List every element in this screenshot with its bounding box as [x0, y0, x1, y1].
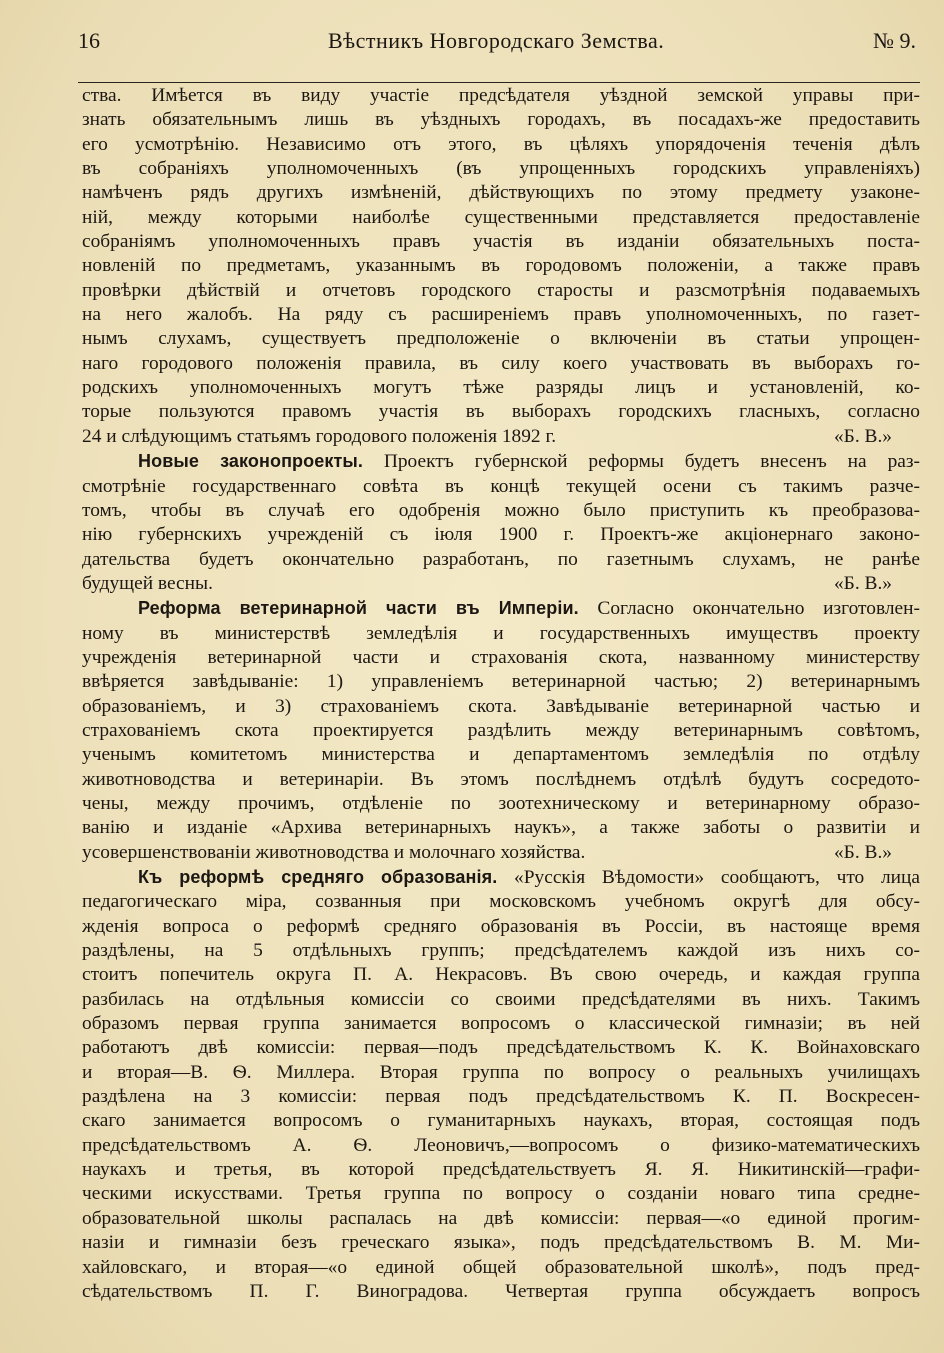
text-line: ній, между которыми наиболѣе существенными представляется предоставленіе	[82, 206, 920, 228]
text-line: нымъ слухамъ, существуетъ предположеніе о включеніи въ статьи упрощен-	[82, 328, 920, 350]
text-line: дательства будетъ окончательно разработанъ, по газетнымъ слухамъ, не ранѣе	[82, 548, 920, 570]
item-heading: Новые законопроекты.	[138, 451, 363, 472]
text-line: страхованіемъ скота проектируется раздѣлить между ветеринарнымъ совѣтомъ,	[82, 719, 920, 741]
text-line: ванію и изданіе «Архива ветеринарныхъ наукъ», а также заботы о развитіи и	[82, 817, 920, 839]
page-number: 16	[78, 28, 100, 53]
text-line: 24 и слѣдующимъ статьямъ городового положенія 1892 г.	[82, 425, 557, 447]
issue-number: № 9.	[873, 28, 916, 53]
item-text: Проектъ губернской реформы будетъ внесенъ на раз-	[383, 451, 920, 473]
news-item	[82, 449, 920, 596]
text-line: разбилась на отдѣльныя комиссіи со своими предсѣдателями въ нихъ. Такимъ	[82, 988, 920, 1010]
text-line: будущей весны.	[82, 572, 213, 594]
text-line: томъ, чтобы въ случаѣ его одобренія можно было приступить къ преобразова-	[82, 499, 920, 521]
last-line	[82, 572, 920, 596]
text-line: предсѣдательствомъ А. Ѳ. Леоновичъ,—вопросомъ о физико-математическихъ	[82, 1134, 920, 1156]
text-line: раздѣлена на 3 комиссіи: первая подъ предсѣдательствомъ К. П. Воскресен-	[82, 1086, 920, 1108]
text-line: хайловскаго, и вторая—«о единой общей образовательной школѣ», подъ пред-	[82, 1256, 920, 1278]
text-line: стоитъ попечитель округа П. А. Некрасовъ. Въ свою очередь, и каждая группа	[82, 964, 920, 986]
text-line: ства. Имѣется въ виду участіе предсѣдателя уѣздной земской управы при-	[82, 85, 920, 106]
text-line: наукахъ и третья, въ которой предсѣдательствуетъ Я. Я. Никитинскій—графи-	[82, 1159, 920, 1181]
news-item	[82, 865, 920, 1304]
text-line: наго городового положенія правила, въ силу коего участвовать въ выборахъ го-	[82, 352, 920, 374]
source-signature: «Б. В.»	[833, 572, 892, 594]
text-line: нію губернскихъ учрежденій съ іюля 1900 г. Проектъ-же акціонернаго законо-	[82, 524, 920, 546]
text-line: новленій по предметамъ, указаннымъ въ городовомъ положеніи, а также правъ	[82, 255, 920, 277]
item-text: Согласно окончательно изготовлен-	[597, 598, 920, 620]
source-signature: «Б. В.»	[833, 425, 892, 447]
text-line: собраніямъ уполномоченныхъ правъ участія въ изданіи обязательныхъ поста-	[82, 231, 920, 253]
item-first-line	[82, 865, 920, 890]
text-line: образомъ первая группа занимается вопросомъ о классической гимназіи; въ ней	[82, 1013, 920, 1035]
article-body	[82, 84, 920, 1304]
item-first-line	[82, 449, 920, 474]
text-line: смотрѣніе государственнаго совѣта въ концѣ текущей осени съ такимъ разче-	[82, 475, 920, 497]
text-line: чены, между прочимъ, отдѣленіе по зоотехническому и ветеринарному образо-	[82, 792, 920, 814]
text-line: образованіемъ, и 3) страхованіемъ скота. Завѣдываніе ветеринарной частью и	[82, 695, 920, 717]
text-line: педагогическаго міра, созванныя при московскомъ учебномъ округѣ для обсу-	[82, 891, 920, 913]
text-line: торые пользуются правомъ участія въ выборахъ городскихъ гласныхъ, согласно	[82, 401, 920, 423]
text-line: его усмотрѣнію. Независимо отъ этого, въ цѣляхъ упорядоченія теченія дѣлъ	[82, 133, 920, 155]
text-line: провѣрки дѣйствій и отчетовъ городского старосты и разсмотрѣнія подаваемыхъ	[82, 279, 920, 301]
text-line: ввѣряется завѣдываніе: 1) управленіемъ ветеринарной частью; 2) ветеринарнымъ	[82, 671, 920, 693]
last-line	[82, 425, 920, 449]
news-item	[82, 84, 920, 449]
text-line: намѣченъ рядъ другихъ измѣненій, дѣйствующихъ по этому предмету узаконе-	[82, 182, 920, 204]
source-signature: «Б. В.»	[833, 841, 892, 863]
text-line: ученымъ комитетомъ министерства и департаментомъ земледѣлія по отдѣлу	[82, 744, 920, 766]
text-line: работаютъ двѣ комиссіи: первая—подъ предсѣдательствомъ К. К. Войнаховскаго	[82, 1037, 920, 1059]
text-line: скаго занимается вопросомъ о гуманитарныхъ наукахъ, вторая, состоящая подъ	[82, 1110, 920, 1132]
journal-title: Вѣстникъ Новгородскаго Земства.	[328, 28, 665, 53]
item-text: «Русскія Вѣдомости» сообщаютъ, что лица	[514, 867, 920, 888]
news-item	[82, 596, 920, 865]
text-line: знать обязательнымъ лишь въ уѣздныхъ городахъ, въ посадахъ-же предоставить	[82, 109, 920, 131]
running-header	[78, 26, 920, 56]
text-line: въ собраніяхъ уполномоченныхъ (въ упрощенныхъ городскихъ управленіяхъ)	[82, 158, 920, 180]
text-line: ному въ министерствѣ земледѣлія и государственныхъ имуществъ проекту	[82, 622, 920, 644]
text-line: жденія вопроса о реформѣ средняго образованія въ Россіи, въ настояще время	[82, 915, 920, 937]
text-line: образовательной школы распалась на двѣ комиссіи: первая—«о единой прогим-	[82, 1207, 920, 1229]
text-line: сѣдательствомъ П. Г. Виноградова. Четвертая группа обсуждаетъ вопросъ	[82, 1280, 920, 1302]
last-line	[82, 841, 920, 865]
text-line: ческими искусствами. Третья группа по вопросу о созданіи новаго типа средне-	[82, 1183, 920, 1205]
text-line: раздѣлены, на 5 отдѣльныхъ группъ; предсѣдателемъ каждой изъ нихъ со-	[82, 940, 920, 962]
text-line: и вторая—В. Ѳ. Миллера. Вторая группа по вопросу о реальныхъ училищахъ	[82, 1061, 920, 1083]
item-heading: Реформа ветеринарной части въ Имперіи.	[138, 598, 579, 619]
text-line: на него жалобъ. На ряду съ расширеніемъ правъ уполномоченныхъ, по газет-	[82, 304, 920, 326]
item-heading: Къ реформѣ средняго образованія.	[138, 867, 498, 887]
text-line: усовершенствованіи животноводства и молочнаго хозяйства.	[82, 841, 586, 863]
text-line: учрежденія ветеринарной части и страхованія скота, названному министерству	[82, 646, 920, 668]
text-line: назіи и гимназіи безъ греческаго языка», подъ предсѣдательствомъ В. М. Ми-	[82, 1232, 920, 1254]
item-first-line	[82, 596, 920, 621]
text-line: животноводства и ветеринаріи. Въ этомъ послѣднемъ отдѣлѣ будутъ сосредото-	[82, 768, 920, 790]
text-line: родскихъ уполномоченныхъ могутъ тѣже разряды лицъ и установленій, ко-	[82, 377, 920, 399]
header-rule	[78, 82, 920, 83]
